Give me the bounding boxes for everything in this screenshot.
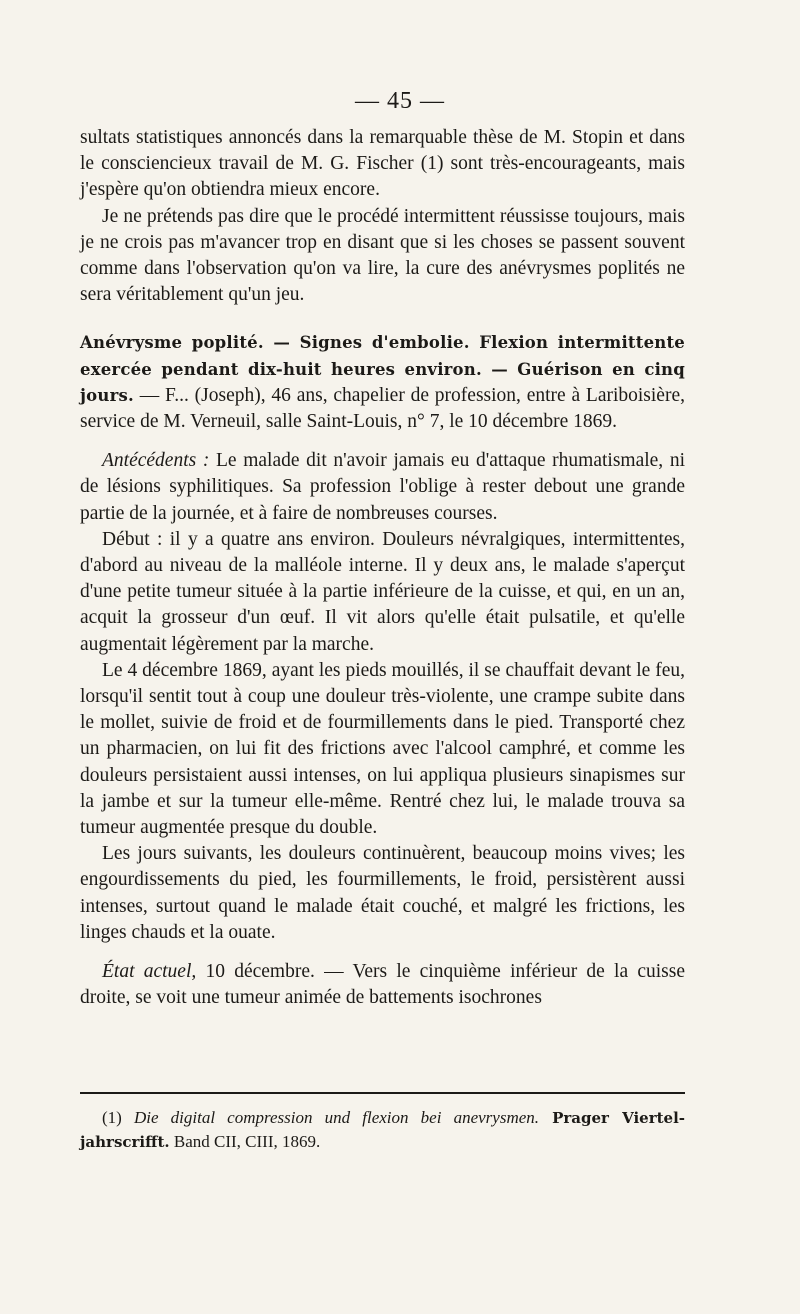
footnote-journal: Prager Viertel-jahrscrifft. — [80, 1109, 685, 1151]
paragraph-following-days: Les jours suivants, les douleurs continuèrent, beaucoup moins vives; les engourdissements du pied, les fourmillements, le froid, persistèrent aussi intenses, surtout quand le malade était couché, et malgré les frictions, les linges chauds et la ouate. — [80, 843, 685, 943]
main-text — [80, 125, 685, 1012]
case-observation — [80, 330, 685, 435]
paragraph-antecedents — [80, 448, 685, 527]
case-intro: — F... (Joseph), 46 ans, chapelier de profession, entre à Lariboisière, service de M. Verneuil, salle Saint-Louis, n° 7, le 10 décembre 1869. — [80, 384, 685, 433]
case-heading: Anévrysme poplité. — Signes d'embolie. Flexion intermittente exercée pendant dix-huit heures environ. — Guérison en cinq jours. — [80, 333, 685, 405]
footnote-marker: (1) — [102, 1108, 122, 1127]
footnote-title: Die digital compression und flexion bei anevrysmen. — [121, 1108, 540, 1127]
antecedents-text: Le malade dit n'avoir jamais eu d'attaque rhumatismale, ni de lésions syphilitiques. Sa profession l'oblige à rester debout une grande partie de la journée, et à faire de nombreuses courses. — [80, 450, 685, 524]
paragraph-december-4: Le 4 décembre 1869, ayant les pieds mouillés, il se chauffait devant le feu, lorsqu'il sentit tout à coup une douleur très-violente, une crampe subite dans le mollet, suivie de froid et de fourmillements dans le pied. Transporté chez un pharmacien, on lui fit des frictions avec l'alcool camphré, et comme les douleurs persistaient aussi intenses, on lui appliqua plusieurs sinapismes sur la jambe et sur la tumeur elle-même. Rentré chez lui, le malade trouva sa tumeur augmentée presque du double. — [80, 659, 685, 839]
footnote — [80, 1106, 685, 1154]
antecedents-label: Antécédents : — [102, 450, 210, 472]
footnote-divider — [80, 1092, 685, 1094]
paragraph-debut: Début : il y a quatre ans environ. Douleurs névralgiques, intermittentes, d'abord au niveau de la malléole interne. Il y deux ans, le malade s'aperçut d'une petite tumeur située à la partie inférieure de la cuisse, et qui, en un an, acquit la grosseur d'un œuf. Il vit alors qu'elle était pulsatile, et qu'elle augmentait légèrement par la marche. — [80, 528, 685, 655]
paragraph-etat-actuel — [80, 959, 685, 1011]
etat-text: 10 décembre. — Vers le cinquième inférieur de la cuisse droite, se voit une tumeur animée de battements isochrones — [80, 961, 685, 1009]
paragraph-procedure: Je ne prétends pas dire que le procédé intermittent réussisse toujours, mais je ne crois pas m'avancer trop en disant que si les choses se passent souvent comme dans l'observation qu'on va lire, la cure des anévrysmes poplités ne sera véritablement qu'un jeu. — [80, 205, 685, 306]
page-number: — 45 — — [355, 88, 445, 114]
footnote-volume: Band CII, CIII, 1869. — [169, 1132, 321, 1151]
paragraph-continuation: sultats statistiques annoncés dans la remarquable thèse de M. Stopin et dans le consciencieux travail de M. G. Fischer (1) sont très-encourageants, mais j'espère qu'on obtiendra mieux encore. — [80, 127, 685, 201]
etat-label: État actuel, — [102, 961, 197, 983]
